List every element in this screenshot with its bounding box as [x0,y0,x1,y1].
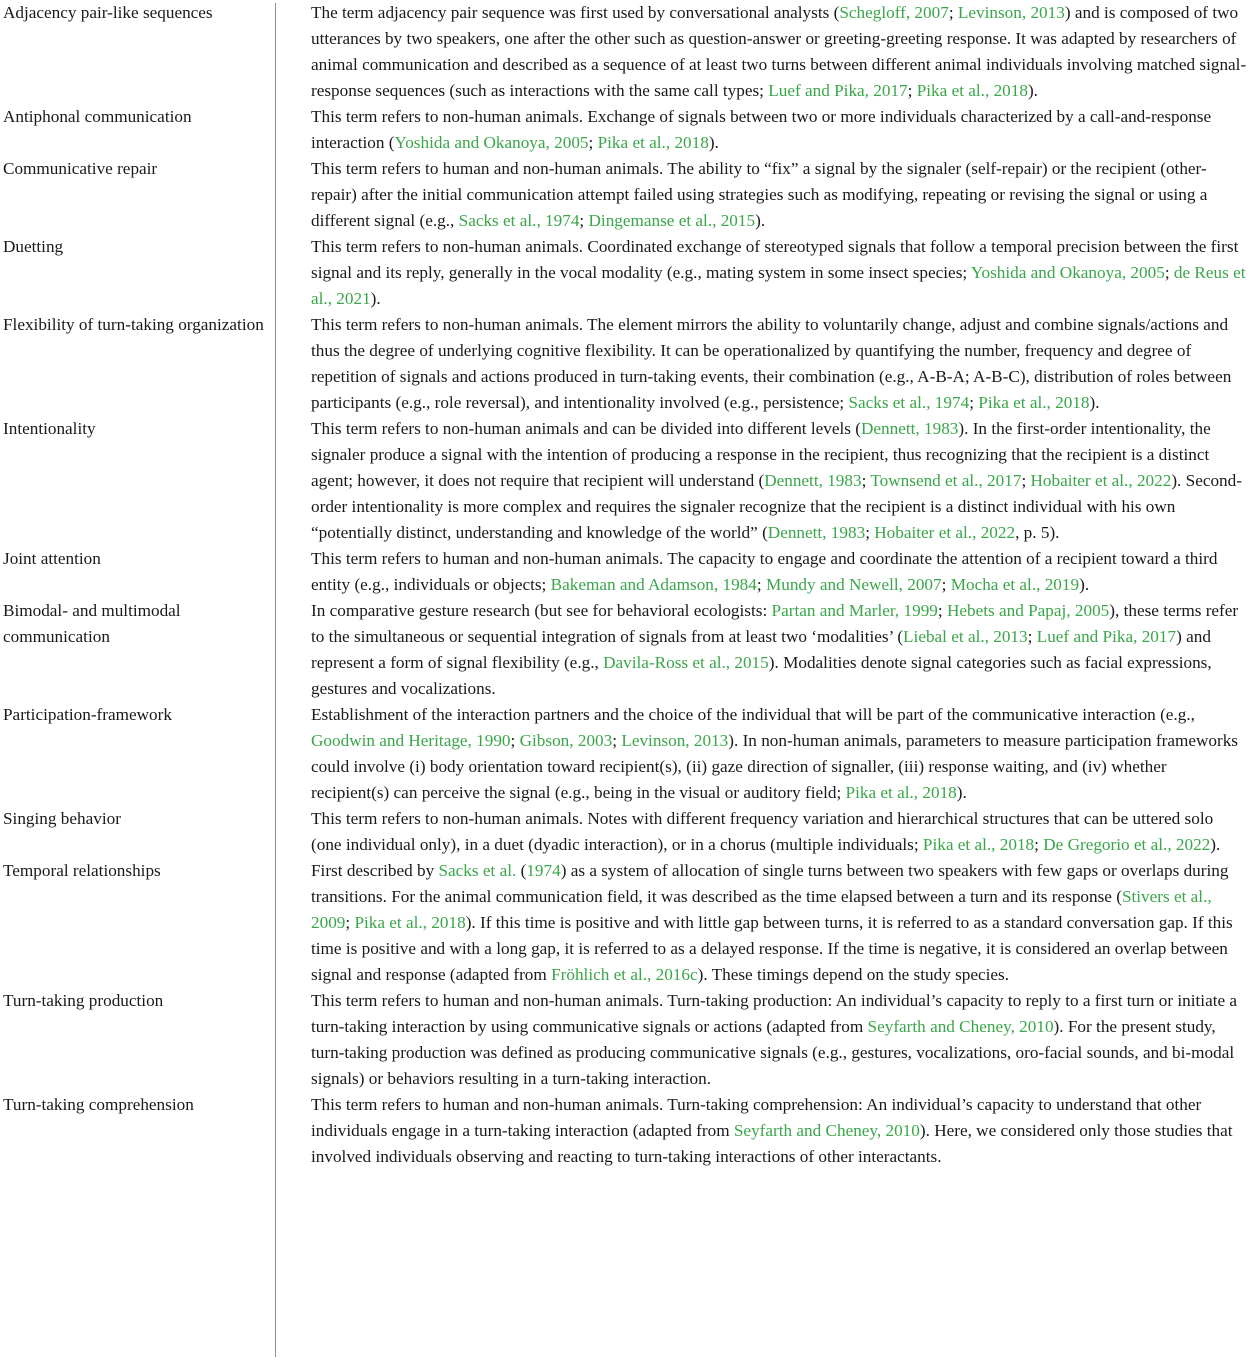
definition-text: ). Here, we considered only those studies that involved individuals observing and reacting to turn-taking interactions of other interactants. [311,1121,1233,1166]
definition-text: ). [1210,835,1221,854]
citation-link[interactable]: Bakeman and Adamson, 1984 [550,575,757,594]
definition-text: ; [756,575,766,594]
definition-cell [273,156,1251,234]
citation-link[interactable]: Stivers et al., 2009 [311,887,1212,932]
definition-text: ; [588,133,598,152]
citation-link[interactable]: Luef and Pika, 2017 [1036,627,1177,646]
citation-link[interactable]: Goodwin and Heritage, 1990 [311,731,511,750]
glossary-row [0,234,1251,312]
definition-text: ; [941,575,951,594]
citation-link[interactable]: Liebal et al., 2013 [903,627,1028,646]
citation-link[interactable]: Luef and Pika, 2017 [768,81,908,100]
definition-text: ; [948,3,958,22]
glossary-row [0,312,1251,416]
citation-link[interactable]: Sacks et al. [438,861,517,880]
citation-link[interactable]: Pika et al., 2018 [922,835,1035,854]
definition-text: ). [755,211,766,230]
definition-text: ). If this time is positive and with little gap between turns, it is referred to as a standard conversation gap. If this time is positive and with a long gap, it is referred to as a delayed response. If the time is negative, it is considered an overlap between signal and response (adapted from [311,913,1233,984]
citation-link[interactable]: Fröhlich et al., 2016c [551,965,698,984]
citation-link[interactable]: Sacks et al., 1974 [458,211,580,230]
term-cell: Bimodal- and multimodal communication [3,601,181,646]
definition-text: ). These timings depend on the study species. [697,965,1010,984]
definition-text: ) and is composed of two utterances by two speakers, one after the other such as question-answer or greeting-greeting response. It was adapted by researchers of animal communication and described as a sequence of at least two turns between different animal individuals involving matched signal-response sequences (such as interactions with the same call types; [311,3,1247,100]
definition-text: ) as a system of allocation of single turns between two speakers with few gaps or overlaps during transitions. For the animal communication field, it was described as the time elapsed between a turn and its response ( [311,861,1229,906]
definition-cell [273,546,1251,598]
term-cell: Antiphonal communication [3,107,192,126]
citation-link[interactable]: Pika et al., 2018 [845,783,957,802]
definition-text: ). For the present study, turn-taking production was defined as producing communicative signals (e.g., gestures, vocalizations, oro-facial sounds, and bi-modal signals) or behaviors resulting in a turn-taking interaction. [311,1017,1235,1088]
definition-cell [273,702,1251,806]
definition-text: ; [579,211,589,230]
citation-link[interactable]: Gibson, 2003 [519,731,613,750]
citation-link[interactable]: Pika et al., 2018 [597,133,709,152]
definition-text: This term refers to non-human animals. Notes with different frequency variation and hierarchical structures that can be uttered solo (one individual only), in a duet (dyadic interaction), or in a chorus (multiple individuals; [311,809,1214,854]
citation-link[interactable]: De Gregorio et al., 2022 [1043,835,1211,854]
definition-text: ; [1027,627,1037,646]
glossary-row [0,702,1251,806]
definition-text: ; [861,471,871,490]
definition-text: ; [1164,263,1174,282]
definition-text: ; [937,601,947,620]
term-cell: Intentionality [3,419,96,438]
definition-text: This term refers to human and non-human animals. Turn-taking production: An individual’s capacity to reply to a first turn or initiate a turn-taking interaction by using communicative signals or actions (adapted from [311,991,1238,1036]
definition-text: ). Modalities denote signal categories such as facial expressions, gestures and vocalizations. [311,653,1212,698]
term-cell: Turn-taking comprehension [3,1095,194,1114]
citation-link[interactable]: de Reus et al., 2021 [311,263,1246,308]
definition-text: This term refers to non-human animals. The element mirrors the ability to voluntarily change, adjust and combine signals/actions and thus the degree of underlying cognitive flexibility. It can be operationalized by quantifying the number, frequency and degree of repetition of signals and actions produced in turn-taking events, their combination (e.g., A-B-A; A-B-C), distribution of roles between participants (e.g., role reversal), and intentionality involved (e.g., persistence; [311,315,1232,412]
definition-cell [273,806,1251,858]
definition-text: ). [1079,575,1090,594]
citation-link[interactable]: Sacks et al., 1974 [848,393,970,412]
definition-text: ; [510,731,520,750]
term-cell: Singing behavior [3,809,121,828]
definition-text: ; [969,393,979,412]
glossary-row [0,0,1251,104]
definition-text: ) and represent a form of signal flexibility (e.g., [311,627,1211,672]
definition-cell [273,416,1251,546]
citation-link[interactable]: Partan and Marler, 1999 [771,601,938,620]
definition-cell [273,104,1251,156]
glossary-row [0,806,1251,858]
definition-text: ; [1021,471,1031,490]
glossary-row [0,156,1251,234]
citation-link[interactable]: Seyfarth and Cheney, 2010 [733,1121,920,1140]
definition-text: ( [516,861,527,880]
glossary-row [0,546,1251,598]
definition-text: This term refers to non-human animals and can be divided into different levels ( [311,419,861,438]
definition-text: ). [1027,81,1038,100]
citation-link[interactable]: Dennett, 1983 [861,419,959,438]
term-cell: Joint attention [3,549,101,568]
definition-cell [273,0,1251,104]
definition-text: Establishment of the interaction partners and the choice of the individual that will be part of the communicative interaction (e.g., [311,705,1195,724]
citation-link[interactable]: Mundy and Newell, 2007 [765,575,942,594]
definition-text: First described by [311,861,439,880]
definition-text: ). [708,133,719,152]
definition-text: This term refers to human and non-human animals. The ability to “fix” a signal by the signaler (self-repair) or the recipient (other-repair) after the initial communication attempt failed using strategies such as modifying, repeating or revising the signal or using a different signal (e.g., [311,159,1208,230]
glossary-row [0,1092,1251,1170]
definition-text: ), these terms refer to the simultaneous or sequential integration of signals from at least two ‘modalities’ ( [311,601,1239,646]
definition-cell [273,234,1251,312]
citation-link[interactable]: Hobaiter et al., 2022 [874,523,1016,542]
citation-link[interactable]: Pika et al., 2018 [916,81,1028,100]
definition-text: This term refers to human and non-human animals. The capacity to engage and coordinate the attention of a recipient toward a third entity (e.g., individuals or objects; [311,549,1218,594]
definition-text: In comparative gesture research (but see for behavioral ecologists: [311,601,772,620]
definition-cell [273,312,1251,416]
citation-link[interactable]: Pika et al., 2018 [978,393,1090,412]
citation-link[interactable]: Davila-Ross et al., 2015 [603,653,769,672]
citation-link[interactable]: Levinson, 2013 [621,731,729,750]
term-cell: Participation-framework [3,705,172,724]
citation-link[interactable]: 1974 [526,861,561,880]
citation-link[interactable]: Seyfarth and Cheney, 2010 [867,1017,1054,1036]
definition-text: ). [1089,393,1100,412]
term-cell: Turn-taking production [3,991,164,1010]
citation-link[interactable]: Dennett, 1983 [764,471,862,490]
citation-link[interactable]: Schegloff, 2007 [839,3,949,22]
glossary-row [0,104,1251,156]
citation-link[interactable]: Mocha et al., 2019 [950,575,1080,594]
definition-text: ; [907,81,917,100]
term-cell: Communicative repair [3,159,158,178]
term-cell: Duetting [3,237,64,256]
citation-link[interactable]: Levinson, 2013 [957,3,1065,22]
column-divider [275,3,276,1357]
definition-text: This term refers to non-human animals. Coordinated exchange of stereotyped signals that follow a temporal precision between the first signal and its reply, generally in the vocal modality (e.g., mating system in some insect species; [311,237,1239,282]
term-cell: Flexibility of turn-taking organization [3,315,264,334]
definition-text: ). In the first-order intentionality, the signaler produce a signal with the intention of producing a response in the recipient, thus recognizing that the recipient is a distinct agent; however, it does not require that recipient will understand ( [311,419,1211,490]
term-cell: Adjacency pair-like sequences [3,3,213,22]
definition-text: ). [956,783,967,802]
definition-text: This term refers to human and non-human animals. Turn-taking comprehension: An individual’s capacity to understand that other individuals engage in a turn-taking interaction (adapted from [311,1095,1202,1140]
citation-link[interactable]: Yoshida and Okanoya, 2005 [394,133,589,152]
definition-text: ). Second-order intentionality is more complex and requires the signaler recognize that the recipient is a distinct individual with his own “potentially distinct, understanding and knowledge of the world” ( [311,471,1242,542]
definition-text: ; [612,731,622,750]
definition-text: The term adjacency pair sequence was first used by conversational analysts ( [311,3,840,22]
citation-link[interactable]: Hobaiter et al., 2022 [1030,471,1172,490]
definition-text: , p. 5). [1015,523,1060,542]
citation-link[interactable]: Pika et al., 2018 [354,913,466,932]
definition-cell [273,858,1251,988]
citation-link[interactable]: Dennett, 1983 [767,523,866,542]
definition-text: ). In non-human animals, parameters to measure participation frameworks could involve (i) body orientation toward recipient(s), (ii) gaze direction of signaller, (iii) response waiting, and (iv) whether recipient(s) can perceive the signal (e.g., being in the visual or auditory field; [311,731,1238,802]
definition-cell [273,598,1251,702]
definition-text: This term refers to non-human animals. Exchange of signals between two or more individuals characterized by a call-and-response interaction ( [311,107,1212,152]
definition-text: ; [865,523,875,542]
definition-text: ; [345,913,355,932]
definition-text: ; [1034,835,1044,854]
term-cell: Temporal relationships [3,861,161,880]
citation-link[interactable]: Hebets and Papaj, 2005 [946,601,1110,620]
glossary-row [0,598,1251,702]
citation-link[interactable]: Dingemanse et al., 2015 [588,211,756,230]
glossary-row [0,988,1251,1092]
definition-text: ). [370,289,381,308]
definition-cell [273,988,1251,1092]
glossary-row [0,858,1251,988]
citation-link[interactable]: Yoshida and Okanoya, 2005 [970,263,1165,282]
definition-cell [273,1092,1251,1170]
glossary-row [0,416,1251,546]
citation-link[interactable]: Townsend et al., 2017 [870,471,1022,490]
